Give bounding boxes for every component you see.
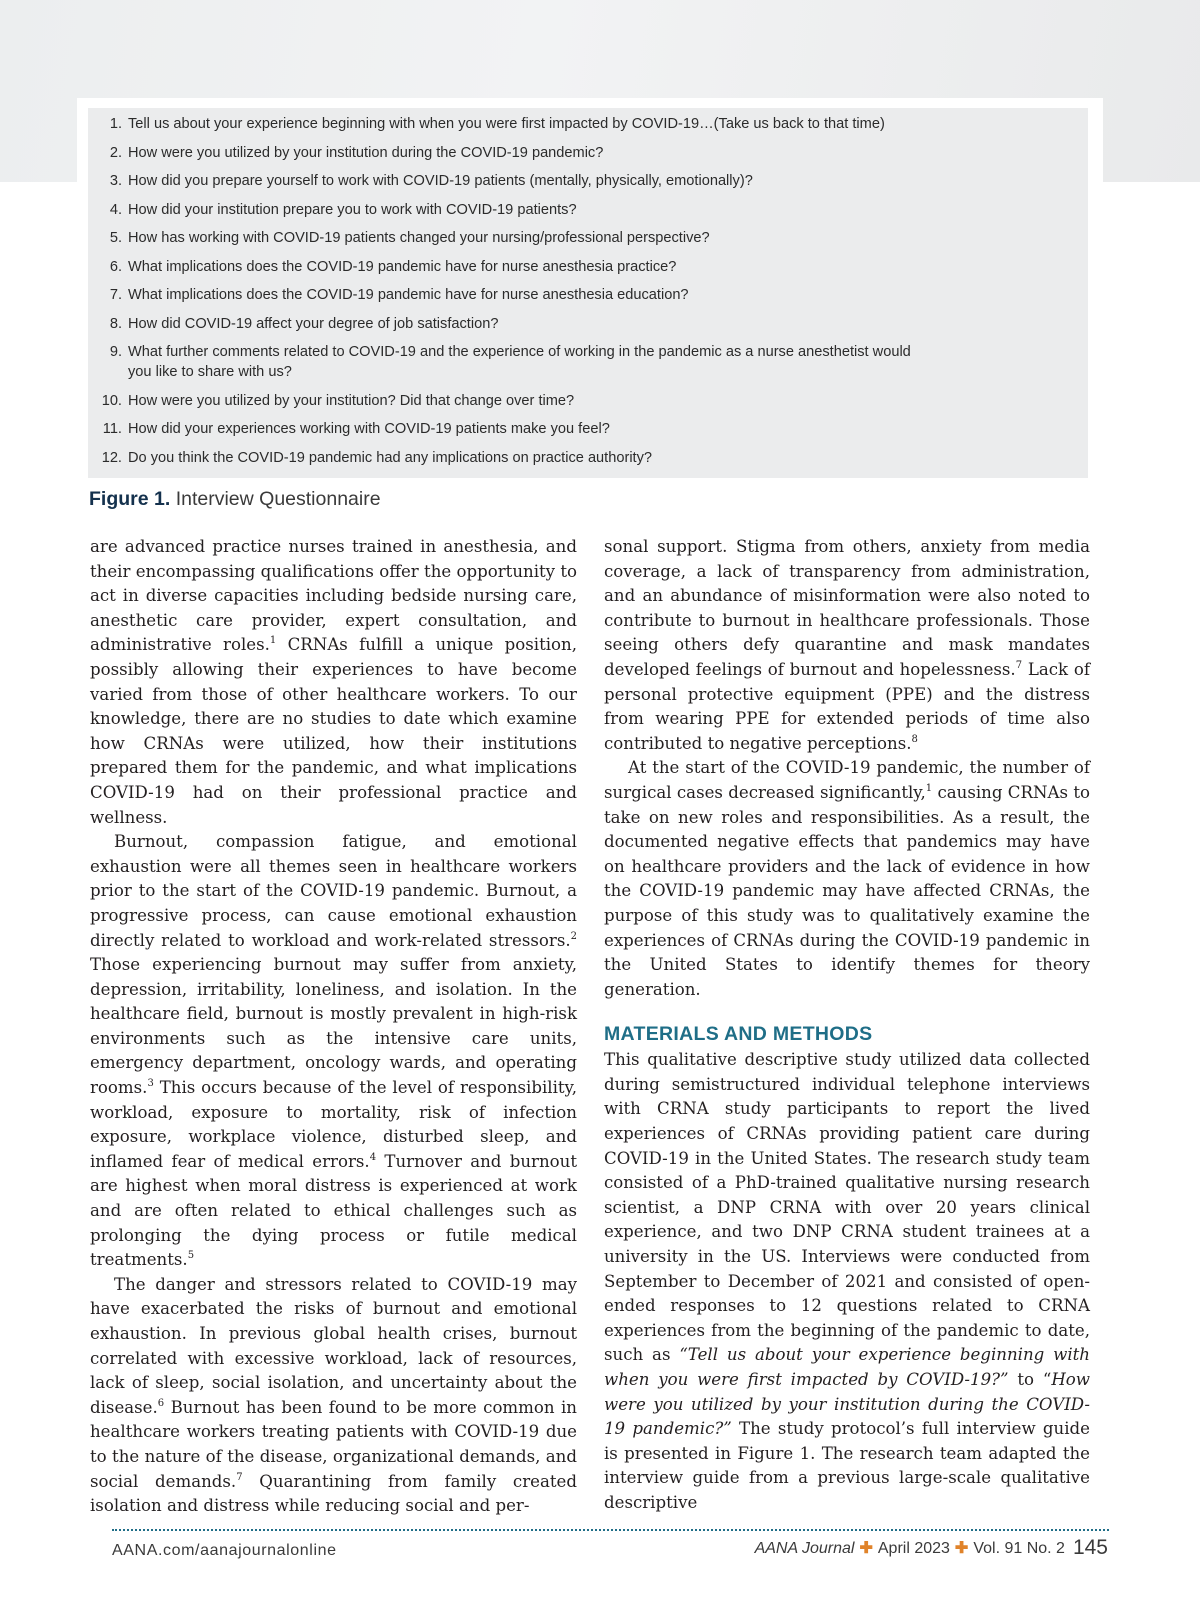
citation-ref: 2 (570, 930, 577, 942)
citation-ref: 1 (269, 635, 277, 647)
body-column-right (604, 535, 1090, 1516)
figure-title: Interview Questionnaire (175, 488, 381, 510)
text-run: At the start of the COVID-19 pandemic, the number of surgical cases decreased significantly, (604, 758, 1090, 802)
question-text: What implications does the COVID-19 pandemic have for nurse anesthesia education? (128, 287, 689, 303)
text-run: This occurs because of the level of responsibility, workload, exposure to mortality, risk of infection exposure, workplace violence, disturbed sleep, and inflamed fear of medical errors. (90, 1078, 577, 1171)
question-text: How did COVID-19 affect your degree of job satisfaction? (128, 315, 499, 332)
question-item (100, 419, 1080, 439)
text-run: Turnover and burnout are highest when moral distress is experienced at work and are often related to ethical challenges such as prolonging the dying process or futile medical treatments. (90, 1151, 577, 1270)
volume-issue: Vol. 91 No. 2 (973, 1540, 1065, 1557)
text-run: Burnout, compassion fatigue, and emotional exhaustion were all themes seen in healthcare workers prior to the start of the COVID-19 pandemic. Burnout, a progressive process, can cause emotional exhaustion directly related to workload and work-related stressors. (90, 832, 577, 950)
question-item (100, 448, 1080, 468)
paragraph (604, 1048, 1090, 1515)
question-text: How were you utilized by your institution during the COVID-19 pandemic? (128, 144, 604, 161)
question-number: 4. (109, 201, 122, 218)
quoted-question: “Tell us about your experience beginning with when you were first impacted by COVID-19?” (604, 1345, 1090, 1389)
question-number: 10. (101, 392, 122, 409)
text-run: Quarantining from family created isolation and distress while reducing social and per- (90, 1471, 577, 1516)
question-number: 9. (109, 344, 122, 360)
question-text: How were you utilized by your institution? Did that change over time? (128, 392, 575, 409)
page-number: 145 (1072, 1536, 1108, 1559)
question-number: 7. (109, 287, 122, 303)
footer-citation (755, 1536, 1108, 1560)
question-number: 3. (109, 173, 122, 189)
question-item (100, 342, 1080, 382)
question-item (100, 314, 1080, 334)
text-run: Lack of personal protective equipment (PPE) and the distress from wearing PPE for extended periods of time also contributed to negative perceptions. (604, 659, 1091, 753)
citation-ref: 7 (236, 1471, 243, 1483)
question-item (100, 391, 1080, 411)
question-item (100, 171, 1080, 191)
paragraph (90, 1273, 577, 1519)
footer-divider (112, 1529, 1109, 1531)
question-item (100, 143, 1080, 163)
question-item (100, 114, 1080, 134)
text-run: The danger and stressors related to COVID-19 may have exacerbated the risks of burnout and emotional exhaustion. In previous global health crises, burnout correlated with excessive workload, lack of resources, lack of sleep, social isolation, and uncertainty about the disease. (90, 1274, 577, 1417)
question-text: How did your institution prepare you to work with COVID-19 patients? (128, 201, 577, 218)
question-item (100, 285, 1080, 305)
cross-icon: ✚ (859, 1540, 873, 1557)
paragraph (604, 756, 1090, 1002)
question-text: How did you prepare yourself to work with COVID-19 patients (mentally, physically, emotionally)? (128, 173, 753, 189)
question-number: 11. (102, 421, 122, 437)
cross-icon: ✚ (954, 1540, 969, 1557)
citation-ref: 6 (157, 1397, 165, 1409)
citation-ref: 3 (147, 1078, 154, 1090)
text-run: causing CRNAs to take on new roles and responsibilities. As a result, the documented negative effects that pandemics may have on healthcare providers and the lack of evidence in how the COVID-19 pandemic may have affected CRNAs, the purpose of this study was to qualitatively examine the experiences of CRNAs during the COVID-19 pandemic in the United States to identify themes for theory generation. (604, 782, 1091, 999)
paragraph (604, 535, 1090, 756)
footer-url[interactable]: AANA.com/aanajournalonline (112, 1542, 337, 1559)
quoted-question: How were you utilized by your institution during the COVID-19 pandemic?” (604, 1370, 1090, 1439)
citation-ref: 5 (187, 1250, 195, 1262)
paragraph (90, 830, 577, 1273)
citation-ref: 1 (925, 782, 933, 794)
question-text: What implications does the COVID-19 pandemic have for nurse anesthesia practice? (128, 258, 677, 275)
question-text: How has working with COVID-19 patients changed your nursing/professional perspective? (128, 230, 710, 246)
question-number: 1. (109, 116, 122, 132)
paragraph (90, 535, 577, 830)
question-item (100, 257, 1080, 277)
question-item (100, 200, 1080, 220)
issue-date: April 2023 (877, 1540, 950, 1557)
question-item (100, 228, 1080, 248)
citation-ref: 8 (911, 733, 918, 745)
question-text: What further comments related to COVID-19 and the experience of working in the pandemic as a nurse anesthetist would you like to share with us? (128, 344, 911, 380)
figure-caption (89, 488, 381, 511)
text-run: sonal support. Stigma from others, anxiety from media coverage, a lack of transparency from administration, and an abundance of misinformation were also noted to contribute to burnout in healthcare professionals. Those seeing others defy quarantine and mask mandates developed feelings of burnout and hopelessness. (604, 537, 1090, 679)
text-run: The study protocol’s full interview guide is presented in Figure 1. The research team adapted the interview guide from a previous large-scale qualitative descriptive (604, 1419, 1090, 1512)
question-number: 12. (101, 449, 122, 466)
figure-label: Figure 1. (89, 488, 171, 510)
question-number: 8. (109, 315, 122, 332)
question-text: Do you think the COVID-19 pandemic had any implications on practice authority? (128, 449, 653, 466)
interview-questions-list (100, 114, 1080, 468)
citation-ref: 4 (369, 1151, 377, 1163)
question-text: Tell us about your experience beginning with when you were first impacted by COVID-19…(Take us back to that time) (128, 116, 885, 132)
text-run: Burnout has been found to be more common in healthcare workers treating patients with COVID-19 due to the nature of the disease, organizational demands, and social demands. (90, 1397, 577, 1491)
question-number: 5. (109, 230, 122, 246)
question-number: 6. (109, 258, 122, 275)
body-column-left (90, 535, 577, 1519)
journal-name: AANA Journal (754, 1540, 855, 1557)
text-run: Those experiencing burnout may suffer from anxiety, depression, irritability, loneliness, and isolation. In the healthcare field, burnout is mostly prevalent in high-risk environments such as the intensive care units, emergency department, oncology wards, and operating rooms. (90, 955, 577, 1098)
section-heading: MATERIALS AND METHODS (604, 1023, 873, 1046)
text-run: CRNAs fulfill a unique position, possibly allowing their experiences to have become varied from those of other healthcare workers. To our knowledge, there are no studies to date which examine how CRNAs were utilized, how their institutions prepared them for the pandemic, and what implications COVID-19 had on their professional practice and wellness. (90, 635, 577, 827)
question-text: How did your experiences working with COVID-19 patients make you feel? (128, 421, 610, 437)
question-number: 2. (109, 144, 122, 161)
text-run: to “ (1008, 1370, 1052, 1389)
text-run: are advanced practice nurses trained in anesthesia, and their encompassing qualifications offer the opportunity to act in diverse capacities including bedside nursing care, anesthetic care provider, expert consultation, and administrative roles. (90, 537, 577, 655)
text-run: This qualitative descriptive study utilized data collected during semistructured individual telephone interviews with CRNA study participants to report the lived experiences of CRNAs providing patient care during COVID-19 in the United States. The research study team consisted of a PhD-trained qualitative nursing research scientist, a DNP CRNA with over 20 years clinical experience, and two DNP CRNA student trainees at a university in the US. Interviews were conducted from September to December of 2021 and consisted of open-ended responses to 12 questions related to CRNA experiences from the beginning of the pandemic to date, such as (604, 1050, 1090, 1365)
citation-ref: 7 (1015, 659, 1023, 671)
